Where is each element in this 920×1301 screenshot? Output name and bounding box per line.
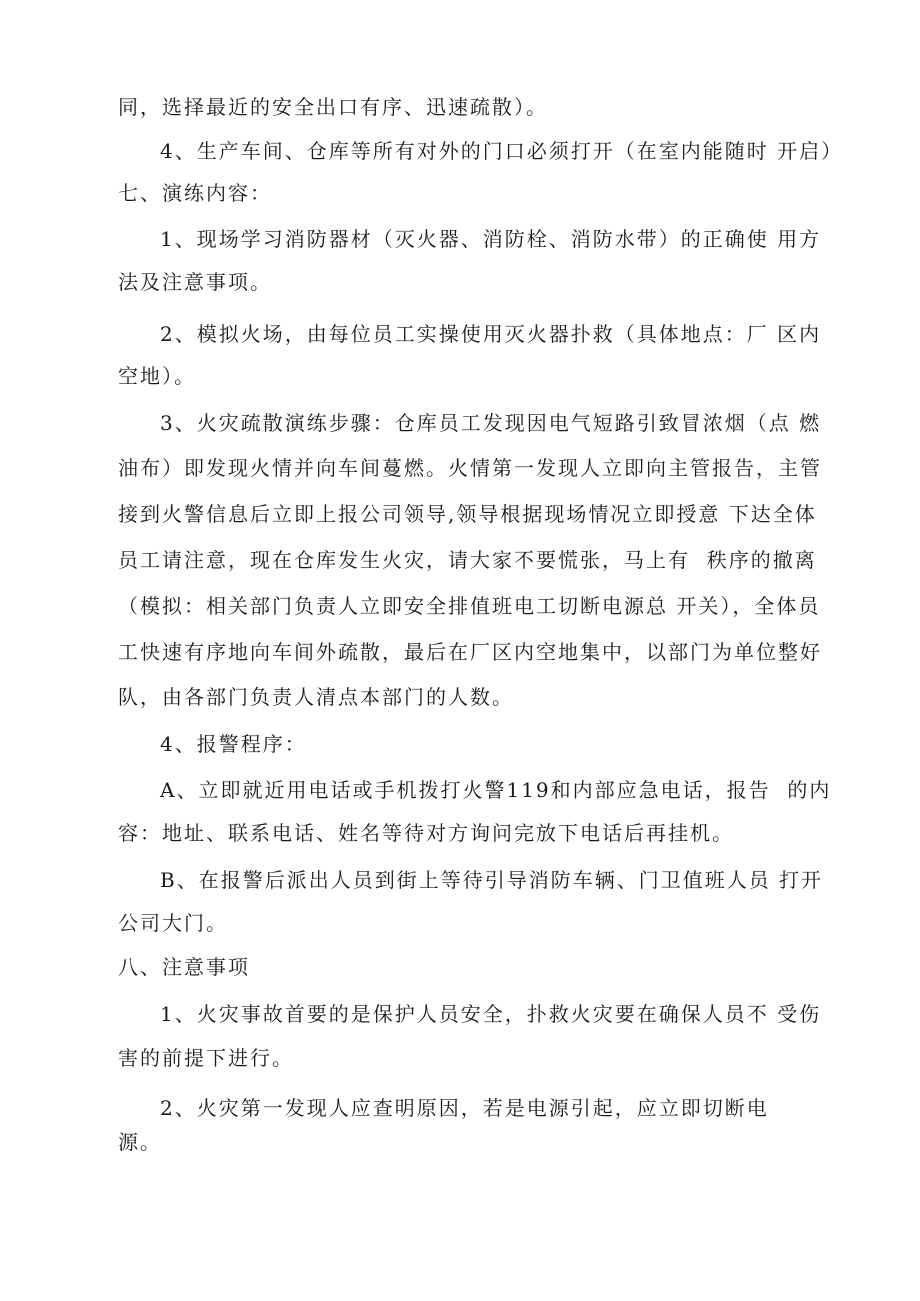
section-heading: 八、注意事项: [118, 955, 250, 979]
text-line: 容：地址、联系电话、姓名等待对方询问完放下电话后再挂机。: [118, 821, 734, 845]
text-line: 2、模拟火场，由每位员工实操使用灭火器扑救（具体地点：厂 区内: [160, 322, 822, 346]
text-line: 2、火灾第一发现人应查明原因，若是电源引起，应立即切断电: [160, 1096, 769, 1120]
text-line: 工快速有序地向车间外疏散，最后在厂区内空地集中，以部门为单位整好: [118, 640, 822, 664]
text-line: 同，选择最近的安全出口有序、迅速疏散）。: [118, 95, 548, 119]
text-line: 4、报警程序：: [160, 732, 307, 756]
text-line: B、在报警后派出人员到街上等待引导消防车辆、门卫值班人员 打开: [160, 868, 824, 892]
text-line: （模拟：相关部门负责人立即安全排值班电工切断电源总 开关），全体员: [118, 594, 821, 618]
text-line: 员工请注意，现在仓库发生火灾，请大家不要慌张，马上有 秩序的撤离: [118, 548, 817, 572]
text-line: 4、生产车间、仓库等所有对外的门口必须打开（在室内能随时 开启）: [160, 139, 844, 163]
text-line: 害的前提下进行。: [118, 1046, 294, 1070]
text-line: 法及注意事项。: [118, 270, 272, 294]
text-line: 空地）。: [118, 364, 196, 388]
text-line: 队，由各部门负责人清点本部门的人数。: [118, 685, 514, 709]
section-heading: 七、演练内容：: [118, 181, 272, 205]
text-line: 1、火灾事故首要的是保护人员安全，扑救火灾要在确保人员不 受伤: [160, 1002, 822, 1026]
text-line: A、立即就近用电话或手机拨打火警119和内部应急电话，报告 的内: [160, 778, 832, 802]
text-line: 源。: [118, 1130, 162, 1154]
text-line: 油布）即发现火情并向车间蔓燃。火情第一发现人立即向主管报告，主管: [118, 456, 822, 480]
text-line: 接到火警信息后立即上报公司领导,领导根据现场情况立即授意 下达全体: [118, 502, 817, 526]
text-line: 1、现场学习消防器材（灭火器、消防栓、消防水带）的正确使 用方: [160, 227, 822, 251]
text-line: 公司大门。: [118, 911, 228, 935]
text-line: 3、火灾疏散演练步骤：仓库员工发现因电气短路引致冒浓烟（点 燃: [160, 411, 822, 435]
